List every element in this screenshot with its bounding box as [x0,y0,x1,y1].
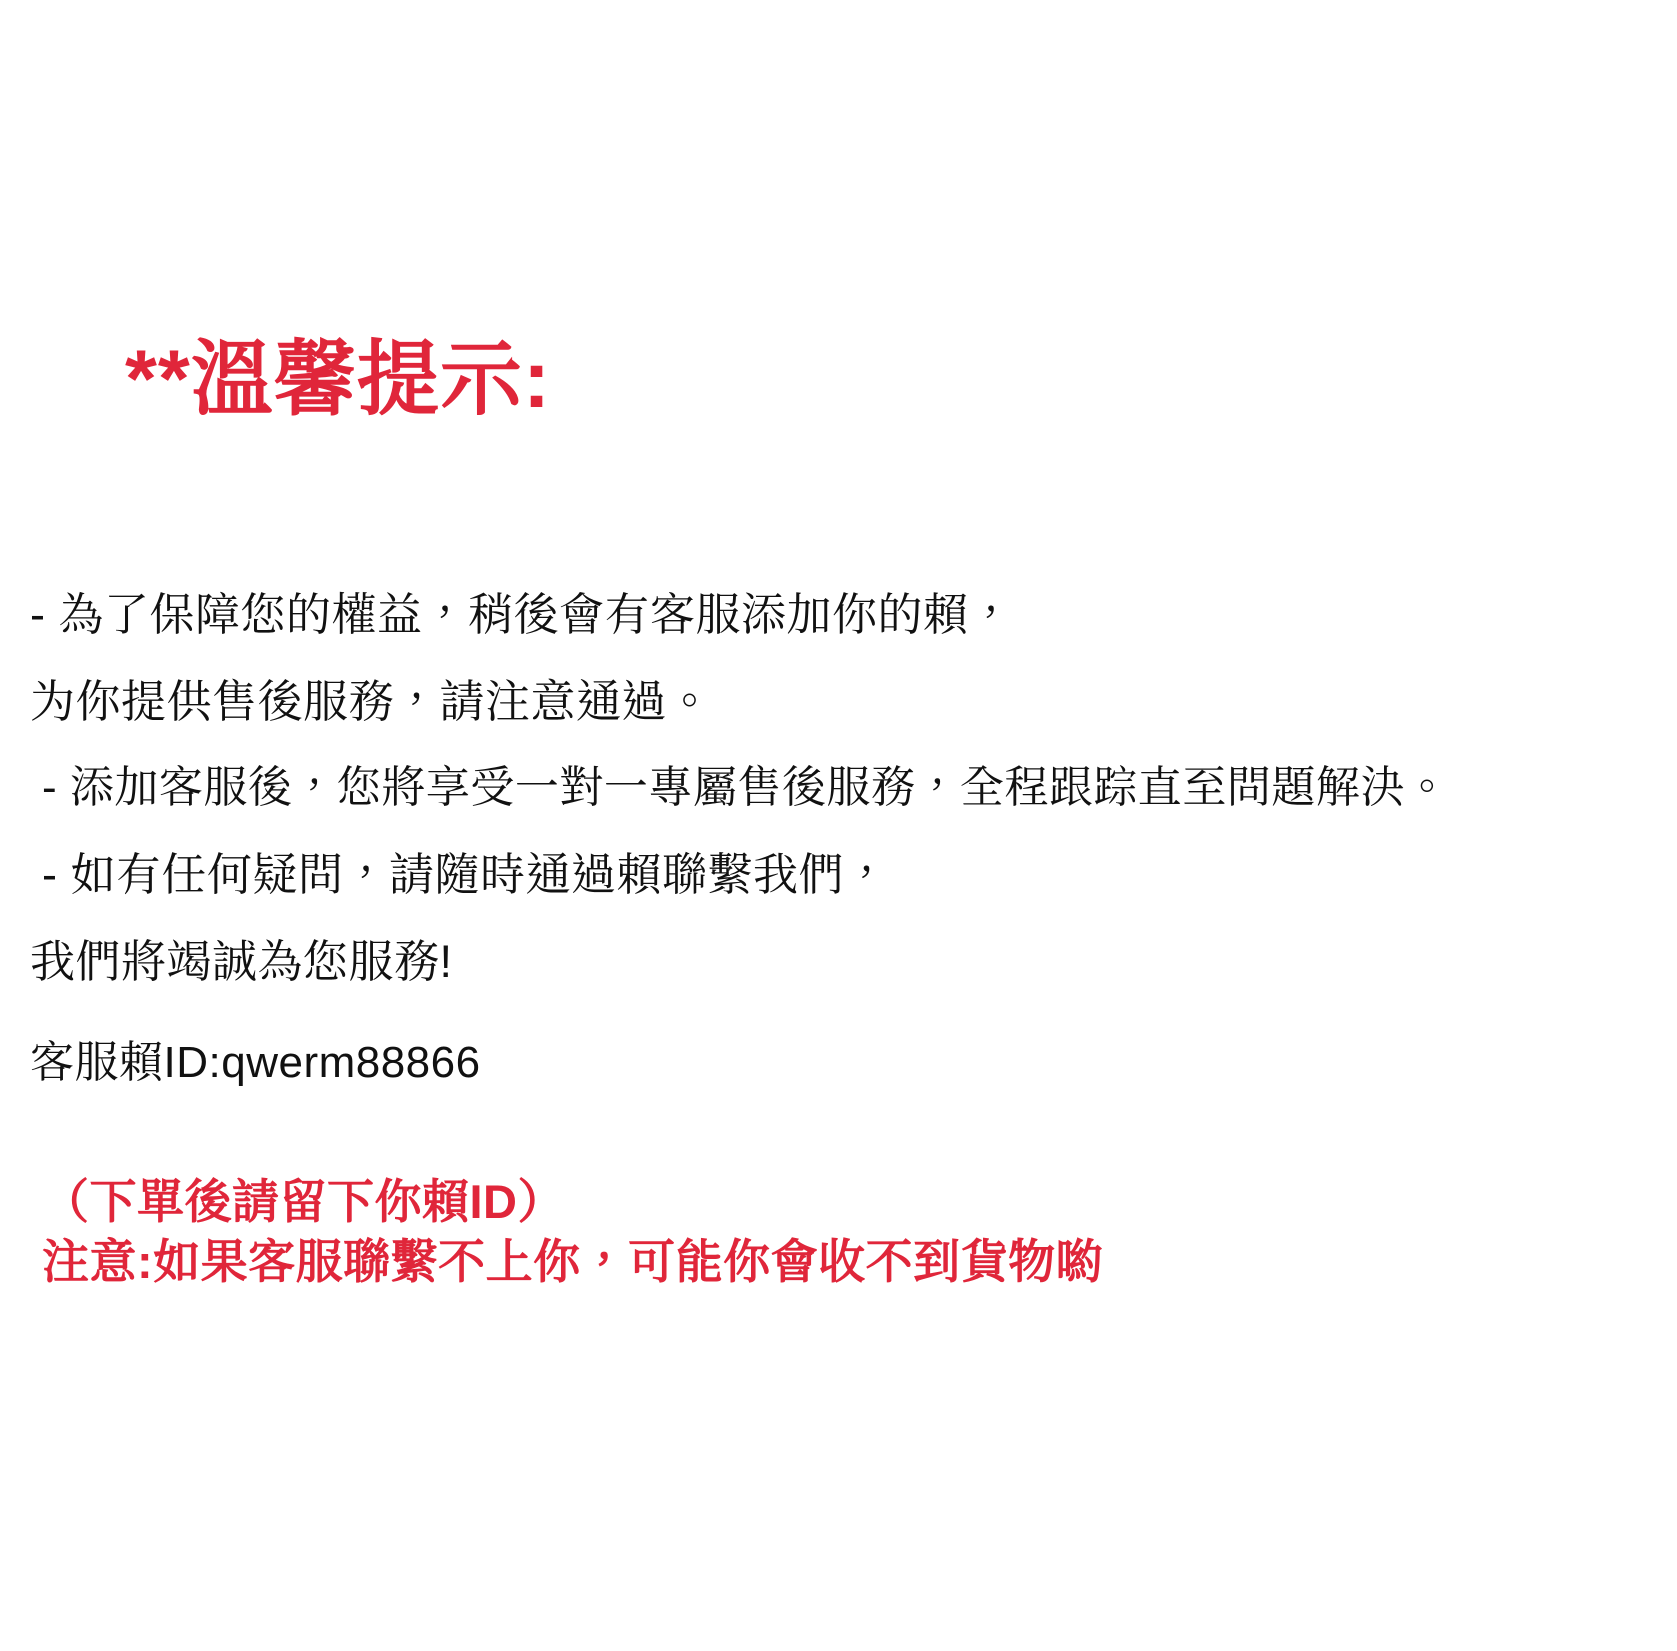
notice-warnings [42,1172,1642,1292]
body-line-4: - 如有任何疑問，請隨時通過賴聯繫我們， [42,849,890,900]
body-line-3: - 添加客服後，您將享受一對一專屬售後服務，全程跟踪直至問題解決。 [42,763,1450,812]
page-title: **溫馨提示: [125,334,552,425]
body-line-5: 我們將竭誠為您服務! [30,936,453,987]
customer-service-id: 客服賴ID:qwerm88866 [30,1038,481,1087]
warning-line-1: （下單後請留下你賴ID） [42,1175,565,1228]
notice-body [30,589,1650,1130]
body-line-2: 为你提供售後服務，請注意通過。 [30,676,713,727]
body-line-1: - 為了保障您的權益，稍後會有客服添加你的賴， [30,589,1014,640]
warning-line-2: 注意:如果客服聯繫不上你，可能你會收不到貨物喲 [42,1235,1104,1289]
